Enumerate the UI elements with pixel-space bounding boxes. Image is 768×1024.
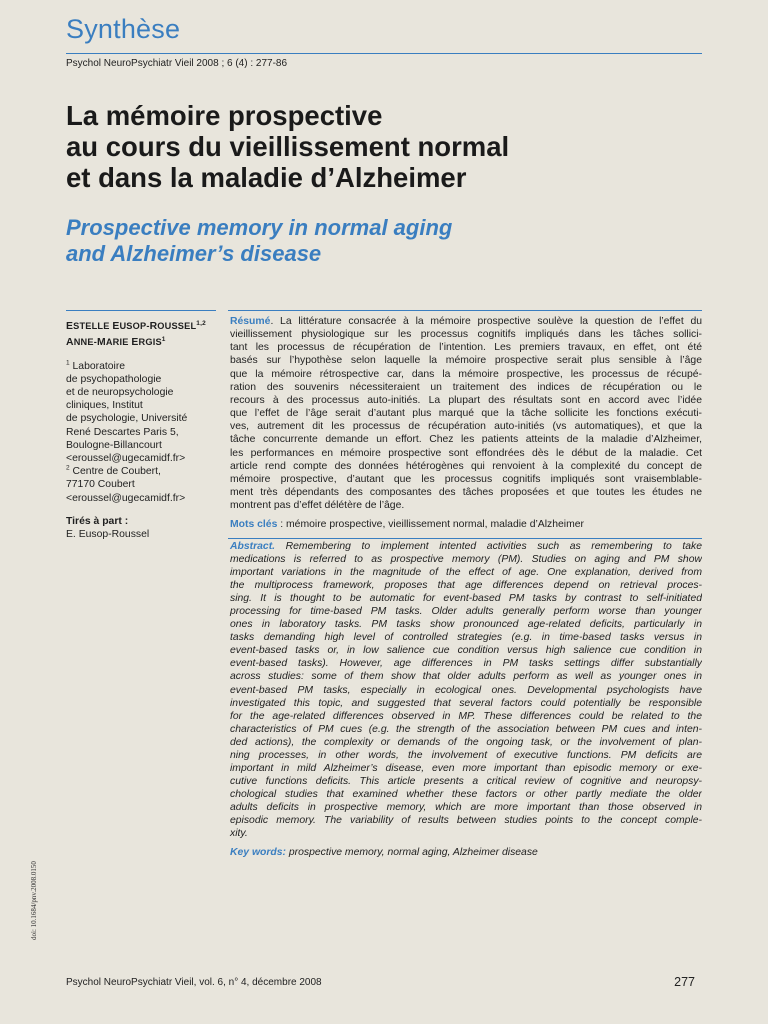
resume-label: Résumé xyxy=(230,316,271,327)
abstract-label: Abstract. xyxy=(230,541,276,552)
affiliation-line: Boulogne-Billancourt xyxy=(66,439,162,451)
section-title: Synthèse xyxy=(66,14,181,44)
resume-line: les performances en mémoire prospective sont effondrées dès le début de la maladie. Cet xyxy=(230,447,702,459)
abstract-line: event-based PM tasks, especially in ecological ones. Developmental psychologists have xyxy=(230,684,702,696)
article-title xyxy=(66,100,706,193)
key-words-label: Key words: xyxy=(230,847,287,859)
resume-line: tâche concurrente demande un effort. Chez les patients atteints de la maladie d’Alzheimer, xyxy=(230,434,702,446)
resume-line: ves, autrement dit les processus de récupération auto-initiés (vs automatiques), et que la xyxy=(230,421,702,433)
abstract-line: important in mild Alzheimer’s disease, even more important than episodic memory or exe- xyxy=(230,762,702,774)
abstract-line: tasks demanding high level of controlled strategies (e.g. in time-based tasks versus in xyxy=(230,632,702,644)
abstract-line: the multiprocess framework, proposes that age differences depend on retrieval proces- xyxy=(230,580,702,592)
abstract-line: characteristics of PM cues (e.g. the strength of the association between PM cues and inten- xyxy=(230,723,702,735)
affiliations xyxy=(66,360,216,505)
title-line: La mémoire prospective xyxy=(66,100,383,131)
resume-line: recours à des processus auto-initiés. La plupart des résultats sont en accord avec l’idée xyxy=(230,394,702,406)
affiliation-line: de psychopathologie xyxy=(66,373,162,385)
header-rule xyxy=(66,53,702,54)
resume-line: que l’effet de l’âge serait d’autant plus marqué que la tâche sollicite les fonctions exécuti- xyxy=(230,408,702,420)
affiliation-line: $^1$ Laboratoire xyxy=(66,359,126,372)
key-words xyxy=(228,847,702,858)
resume-text xyxy=(228,315,702,512)
author-1: ESTELLE EUSOP-ROUSSEL$^{1,2}$ xyxy=(66,320,206,333)
resume-section xyxy=(228,310,702,539)
resume-line: tant les processus de récupération de l’intention. Les premiers travaux, en effet, ont été xyxy=(230,342,702,354)
reprints-label: Tirés à part : xyxy=(66,515,129,527)
abstract-line: important variations in the magnitude of the effect of age. One explanation, derived from xyxy=(230,567,702,579)
article-subtitle xyxy=(66,215,706,267)
abstract-line: xity. xyxy=(230,828,248,840)
mots-cles xyxy=(228,519,702,530)
abstract-line: ded actions), the complexity or demands of the ongoing task, or the involvement of plan- xyxy=(230,736,702,748)
email-link[interactable]: <eroussel@ugecamidf.fr> xyxy=(66,452,186,464)
abstract-line: Abstract. Remembering to implement intented activities such as remembering to take xyxy=(230,541,702,552)
abstract-line: processing for time-based PM tasks. Older adults generally perform worse than younger xyxy=(230,606,702,618)
subtitle-line: Prospective memory in normal aging xyxy=(66,215,453,240)
abstract-line: investigated this topic, and suggested that several factors could potentially be responsible xyxy=(230,697,702,709)
email-link[interactable]: <eroussel@ugecamidf.fr> xyxy=(66,492,186,504)
subtitle-line: and Alzheimer’s disease xyxy=(66,241,322,266)
resume-line: ration des souvenirs nécessiteraient un traitement des indices de récupération ou le xyxy=(230,381,702,393)
abstract-line: episodic memory. The variability of results between studies points to the concept comple- xyxy=(230,814,702,826)
resume-line: que la mémoire rétrospective car, dans la mémoire prospective, les processus de récupé- xyxy=(230,368,702,380)
abstract-line: sing. It is thought to be automatic for event-based PM tasks by contrast to self-initiated xyxy=(230,593,702,605)
resume-line: vieillissement physiologique sur les processus cognitifs impliqués dans les tâches sollici- xyxy=(230,329,702,341)
abstract-line: ning processes, in other words, the involvement of executive functions. PM deficits are xyxy=(230,749,702,761)
abstract-line: event-based tasks or, in low salience cue condition versus high salience cue condition in xyxy=(230,645,702,657)
resume-line: montrent pas d’effet délétère de l’âge. xyxy=(230,500,405,512)
abstract-text xyxy=(228,540,702,840)
reprints-name: E. Eusop-Roussel xyxy=(66,528,150,540)
resume-line: basés sur l’hypothèse selon laquelle la mémoire prospective serait plus sensible à l’âge xyxy=(230,355,702,367)
reprints xyxy=(66,515,216,541)
column-rule xyxy=(66,310,216,311)
abstract-line: for the age-related differences observed in MP. These differences could be related to the xyxy=(230,710,702,722)
affiliation-line: de psychologie, Université xyxy=(66,413,188,425)
abstract-line: ones in laboratory tasks. PM tasks show pronounced age-related deficits, particularly in xyxy=(230,619,702,631)
key-words-text: prospective memory, normal aging, Alzheimer disease xyxy=(286,847,538,859)
resume-line: article rend compte des données hétérogènes qui renvoient à la complexité du concept de xyxy=(230,460,702,472)
resume-line: Résumé. La littérature consacrée à la mémoire prospective soulève la question de l’effet du xyxy=(230,316,702,327)
affiliation-line: René Descartes Paris 5, xyxy=(66,426,179,438)
abstract-line: cutive functions deficits. This article presents a critical review of cognitive and neuropsy- xyxy=(230,775,702,787)
journal-citation: Psychol NeuroPsychiatr Vieil 2008 ; 6 (4) : 277-86 xyxy=(66,58,288,69)
affiliation-line: et de neuropsychologie xyxy=(66,386,174,398)
column-rule xyxy=(228,310,702,311)
abstract-line: across studies: some of them show that older adults perform as well as younger ones in xyxy=(230,671,702,683)
affiliation-line: 77170 Coubert xyxy=(66,479,135,491)
title-line: et dans la maladie d’Alzheimer xyxy=(66,162,467,193)
mots-cles-label: Mots clés xyxy=(230,519,278,531)
resume-line: mémoire prospective, d’autant que les processus cognitifs impliqués sont vraisemblable- xyxy=(230,473,702,485)
page-number: 277 xyxy=(674,975,695,989)
abstract-line: medications is referred to as prospective memory (PM). Studies on aging and PM show xyxy=(230,554,702,566)
author-column xyxy=(66,310,216,541)
abstract-line: adults deficits in prospective memory, which are more important than those observed in xyxy=(230,801,702,813)
affiliation-line: cliniques, Institut xyxy=(66,400,143,412)
affiliation-line: $^2$ Centre de Coubert, xyxy=(66,464,161,478)
doi-link[interactable]: doi: 10.1684/pnv.2008.0150 xyxy=(30,861,38,940)
resume-line: ment très dépendants des composantes des tâches proposées et que toutes les études ne xyxy=(230,487,702,499)
abstract-line: chological studies that examined whether these factors or other partly mediate the older xyxy=(230,788,702,800)
abstract-section xyxy=(228,540,702,858)
footer-citation: Psychol NeuroPsychiatr Vieil, vol. 6, n° 4, décembre 2008 xyxy=(66,977,322,988)
author-2: ANNE-MARIE ERGIS$^1$ xyxy=(66,336,166,349)
abstract-line: event-based tasks). However, age differences in PM tasks settings differ substantially xyxy=(230,658,702,670)
mots-cles-text: : mémoire prospective, vieillissement normal, maladie d’Alzheimer xyxy=(277,519,584,531)
title-line: au cours du vieillissement normal xyxy=(66,131,510,162)
